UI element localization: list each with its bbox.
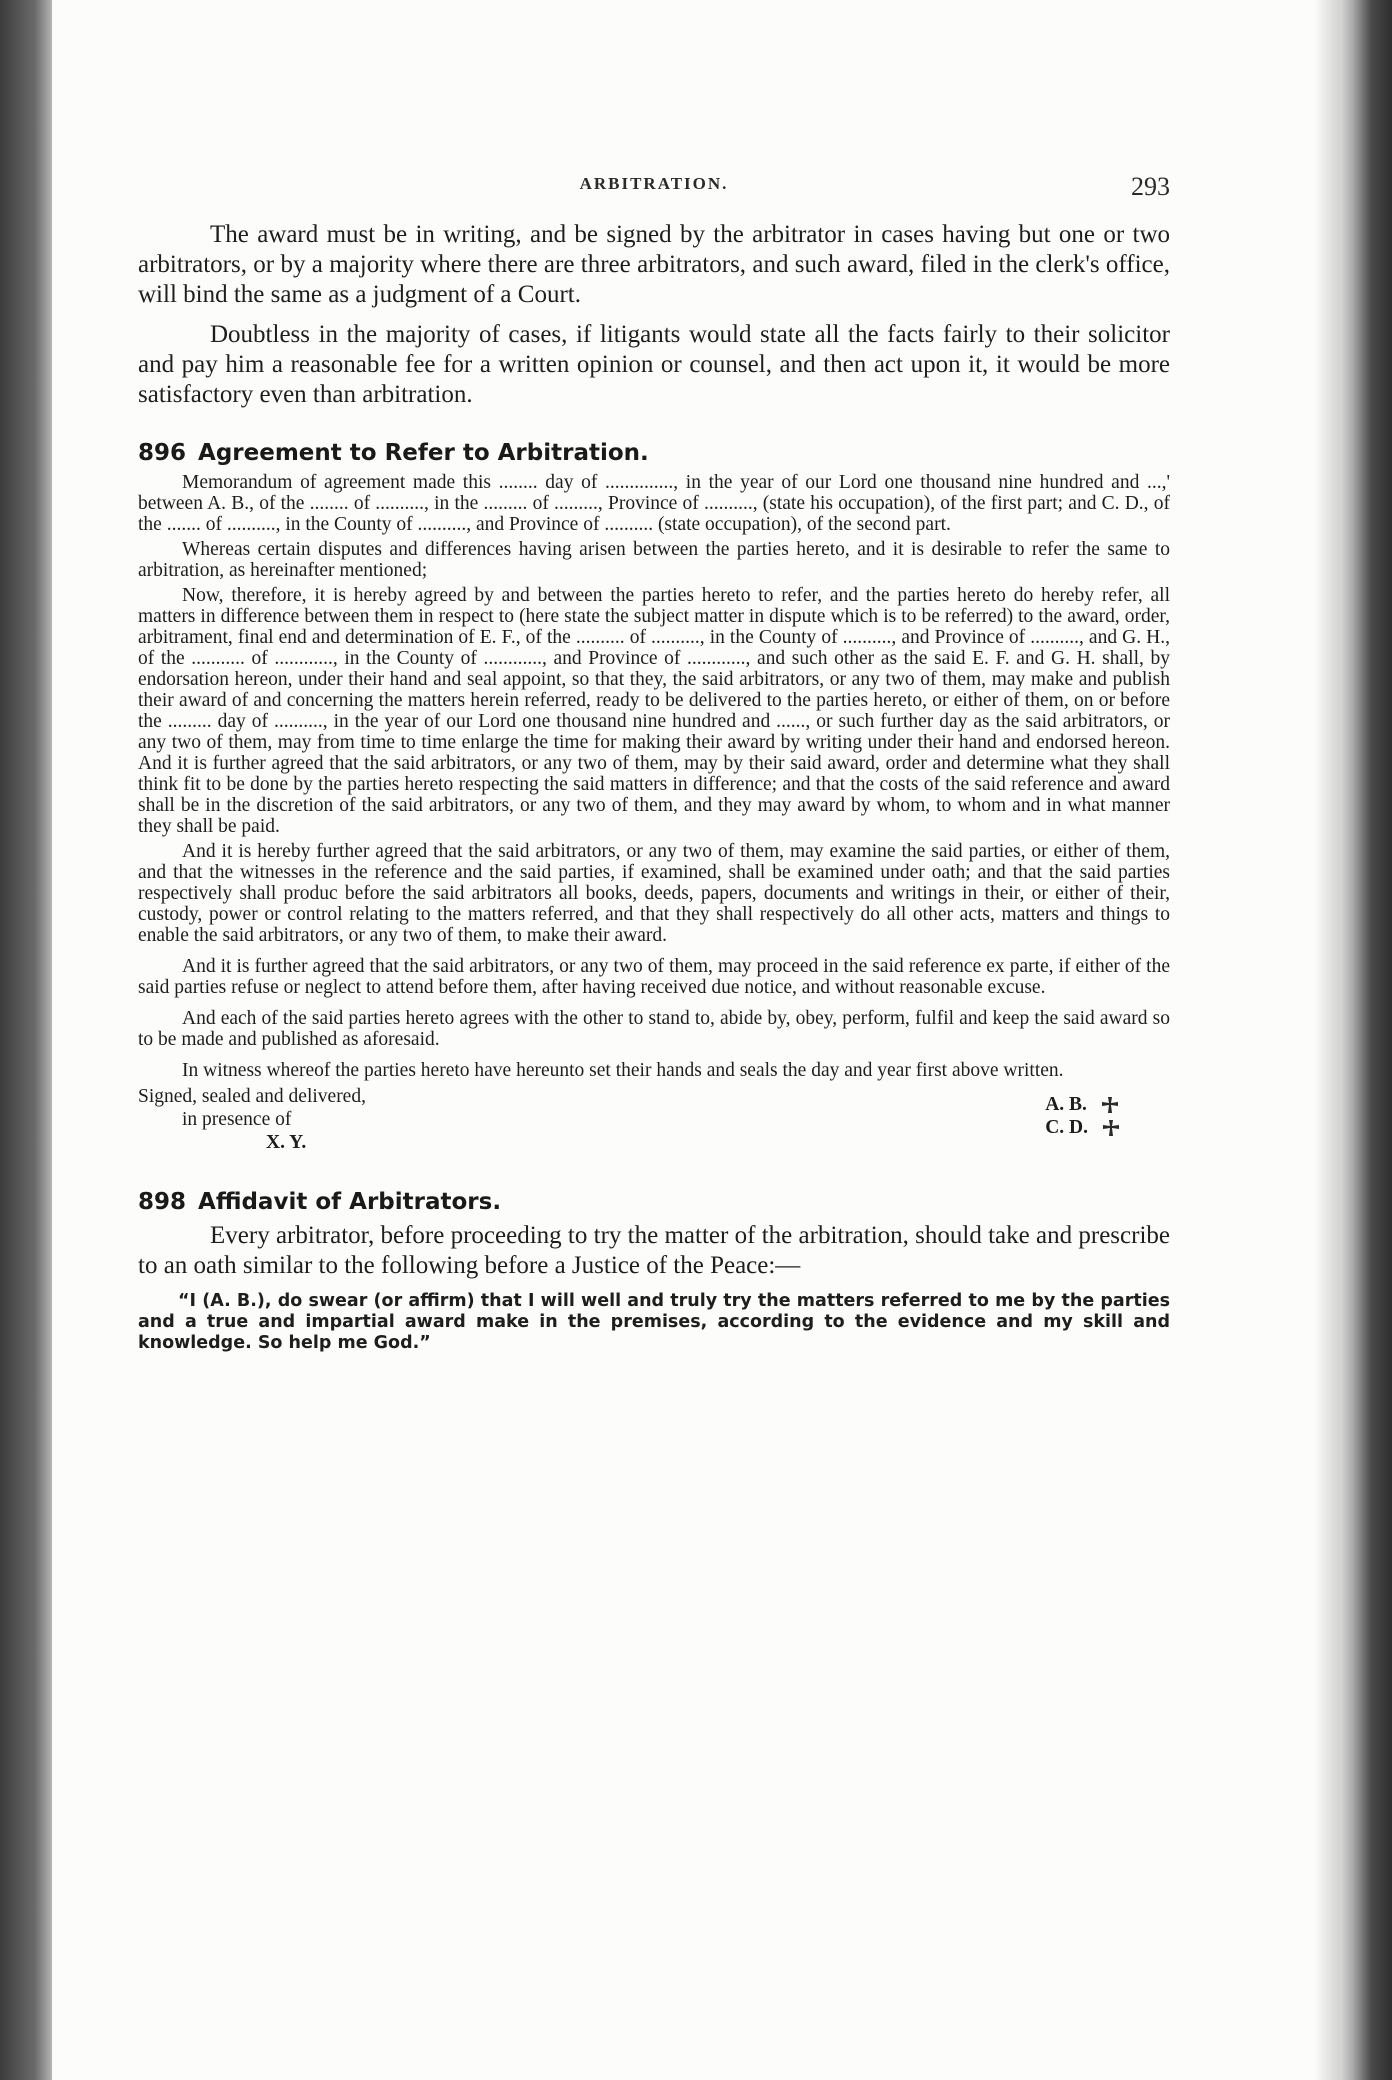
scan-left-margin — [0, 0, 58, 2080]
form-paragraph-whereas: Whereas certain disputes and differences having arisen between the parties hereto, and it is desirable to refer the same to arbitration, as hereinafter mentioned; — [138, 539, 1170, 581]
in-presence-line: in presence of — [182, 1109, 292, 1130]
page-edge-shadow — [1314, 0, 1342, 2080]
section-title: Affidavit of Arbitrators. — [198, 1189, 502, 1215]
signature-block — [138, 1085, 1170, 1159]
page-number: 293 — [1131, 172, 1170, 201]
signed-sealed-line: Signed, sealed and delivered, — [138, 1086, 366, 1107]
section-title: Agreement to Refer to Arbitration. — [198, 440, 649, 466]
section-number: 898 — [138, 1189, 187, 1215]
section-number: 896 — [138, 440, 187, 466]
form-paragraph-witness: In witness whereof the parties hereto have hereunto set their hands and seals the day and year first above written. — [182, 1060, 1064, 1081]
party-signature-cd — [1045, 1116, 1120, 1139]
page-content — [138, 170, 1170, 1354]
form-paragraph-examine: And it is hereby further agreed that the said arbitrators, or any two of them, may examine the said parties, or either of them, and that the witnesses in the reference and the said parties, if examined, shall be examined under oath; and that the said parties respectively shall produc before the said arbitrators all books, deeds, papers, documents and writings in their, or either of their, custody, power or control relating to the matters referred, and that they shall respectively do all other acts, matters and things to enable the said arbitrators, or any two of them, to make their award. — [138, 841, 1170, 946]
cross-seal-icon — [1101, 1096, 1119, 1114]
signature-parties-column — [1045, 1093, 1120, 1139]
scan-right-margin — [1340, 0, 1392, 2080]
form-paragraph-memorandum: Memorandum of agreement made this ........ day of .............., in the year of our Lord one thousand nine hundred and ...,' between A. B., of the ........ of .........., in the ......... of ........., Province of .........., (state his occupation), of the first part; and C. D., of the ....... of .........., in the County of .........., and Province of .......... (state occupation), of the second part. — [138, 472, 1170, 535]
party-name: C. D. — [1045, 1117, 1088, 1138]
cross-seal-icon — [1102, 1119, 1120, 1137]
signature-witness-column — [138, 1085, 366, 1154]
oath-quote: “I (A. B.), do swear (or affirm) that I will well and truly try the matters referred to me by the parties and a true and impartial award make in the premises, according to the evidence and my skill and knowledge. So help me God.” — [138, 1291, 1170, 1353]
running-head — [138, 170, 1170, 214]
party-name: A. B. — [1045, 1094, 1087, 1115]
intro-paragraph-doubtless: Doubtless in the majority of cases, if litigants would state all the facts fairly to their solicitor and pay him a reasonable fee for a written opinion or counsel, and then act upon it, it would be more satisfactory even than arbitration. — [138, 321, 1170, 408]
running-head-title: ARBITRATION. — [579, 174, 729, 193]
section-heading-898 — [138, 1189, 1170, 1215]
section-heading-896 — [138, 440, 1170, 466]
form-paragraph-now-therefore: Now, therefore, it is hereby agreed by and between the parties hereto to refer, and the parties hereto do hereby refer, all matters in difference between them in respect to (here state the subject matter in dispute which is to be referred) to the award, order, arbitrament, final end and determination of E. F., of the .......... of .........., in the County of .........., and Province of .........., and G. H., of the ........... of ............, in the County of ............, and Province of ............, and such other as the said E. F. and G. H. shall, by endorsation hereon, under their hand and seal appoint, so that they, the said arbitrators, or any two of them, may make and publish their award of and concerning the matters herein referred, ready to be delivered to the parties hereto, or either of them, on or before the ......... day of .........., in the year of our Lord one thousand nine hundred and ......, or such further day as the said arbitrators, or any two of them, may from time to time enlarge the time for making their award by writing under their hand and endorsed hereon. And it is further agreed that the said arbitrators, or any two of them, may by their said award, order and determine what they shall think fit to be done by the parties hereto respecting the said matters in difference; and that the costs of the said reference and award shall be in the discretion of the said arbitrators, or any two of them, and they may award by whom, to whom and in what manner they shall be paid. — [138, 585, 1170, 837]
party-signature-ab — [1045, 1093, 1120, 1116]
form-paragraph-abide: And each of the said parties hereto agrees with the other to stand to, abide by, obey, perform, fulfil and keep the said award so to be made and published as aforesaid. — [138, 1008, 1170, 1050]
affidavit-paragraph: Every arbitrator, before proceeding to try the matter of the arbitration, should take and prescribe to an oath similar to the following before a Justice of the Peace:— — [138, 1222, 1170, 1279]
witness-name: X. Y. — [266, 1132, 307, 1153]
form-paragraph-ex-parte: And it is further agreed that the said arbitrators, or any two of them, may proceed in the said reference ex parte, if either of the said parties refuse or neglect to attend before them, after having received due notice, and without reasonable excuse. — [138, 956, 1170, 998]
intro-paragraph-award: The award must be in writing, and be signed by the arbitrator in cases having but one or two arbitrators, or by a majority where there are three arbitrators, and such award, filed in the clerk's office, will bind the same as a judgment of a Court. — [138, 221, 1170, 308]
